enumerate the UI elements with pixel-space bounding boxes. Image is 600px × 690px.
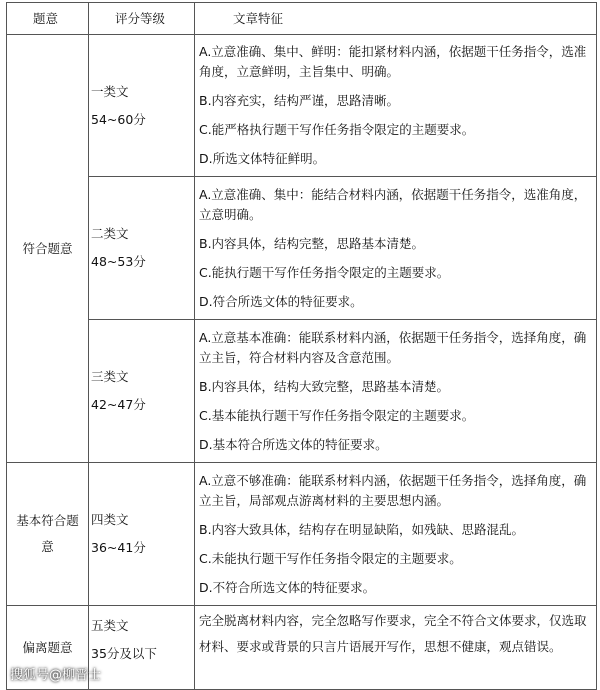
grade-range: 36~41分	[91, 540, 146, 555]
feature-c: C.未能执行题干写作任务指令限定的主题要求。	[199, 550, 462, 566]
header-features: 文章特征	[195, 3, 597, 35]
category-fits-topic: 符合题意	[7, 35, 89, 463]
feature-a: A.立意不够准确：能联系材料内涵，依据题干任务指令，选择角度，确立主旨，局部观点游离材料的主要思想内涵。	[199, 472, 587, 508]
feature-a: A.立意准确、集中：能结合材料内涵，依据题干任务指令，选准角度，立意明确。	[199, 186, 587, 222]
features-cell	[195, 320, 597, 463]
features-cell	[195, 177, 597, 320]
feature-c: C.基本能执行题干写作任务指令限定的主题要求。	[199, 407, 475, 423]
feature-d: D.符合所选文体的特征要求。	[199, 293, 363, 309]
features-cell	[195, 463, 597, 606]
table-row	[7, 177, 597, 320]
table-row	[7, 35, 597, 177]
grading-table	[6, 2, 597, 690]
feature-d: D.基本符合所选文体的特征要求。	[199, 436, 388, 452]
grade-range: 54~60分	[91, 111, 146, 127]
feature-a: A.立意准确、集中、鲜明：能扣紧材料内涵，依据题干任务指令，选准角度，立意鲜明，主旨集中、明确。	[199, 44, 587, 79]
feature-c: C.能严格执行题干写作任务指令限定的主题要求。	[199, 122, 475, 137]
grade-cell	[89, 463, 195, 606]
header-grade: 评分等级	[89, 3, 195, 35]
grade-range: 48~53分	[91, 254, 146, 269]
grade-name: 三类文	[91, 369, 129, 384]
table-row	[7, 320, 597, 463]
category-basically-fits: 基本符合题意	[7, 463, 89, 606]
grade-cell	[89, 177, 195, 320]
feature-b: B.内容充实，结构严谨，思路清晰。	[199, 93, 400, 108]
feature-b: B.内容大致具体，结构存在明显缺陷，如残缺、思路混乱。	[199, 521, 525, 537]
feature-a: A.立意基本准确：能联系材料内涵，依据题干任务指令，选择角度，确立主旨，符合材料内容及含意范围。	[199, 329, 587, 365]
header-row	[7, 3, 597, 35]
grade-range: 35分及以下	[91, 646, 157, 661]
table-row	[7, 463, 597, 606]
category-off-topic: 偏离题意	[7, 606, 89, 690]
grade-name: 四类文	[91, 512, 129, 527]
features-cell	[195, 35, 597, 177]
watermark: 搜狐号@柳晋士	[10, 668, 102, 683]
feature-text: 完全脱离材料内容，完全忽略写作要求，完全不符合文体要求，仅选取材料、要求或背景的只言片语展开写作，思想不健康，观点错误。	[199, 613, 587, 654]
grade-cell	[89, 606, 195, 690]
grade-cell	[89, 320, 195, 463]
grade-cell	[89, 35, 195, 177]
feature-b: B.内容具体，结构大致完整，思路基本清楚。	[199, 378, 450, 394]
features-cell	[195, 606, 597, 690]
grade-name: 一类文	[91, 83, 129, 99]
header-topic: 题意	[7, 3, 89, 35]
feature-d: D.不符合所选文体的特征要求。	[199, 579, 376, 595]
grade-range: 42~47分	[91, 397, 146, 412]
feature-b: B.内容具体，结构完整，思路基本清楚。	[199, 235, 425, 251]
feature-c: C.能执行题干写作任务指令限定的主题要求。	[199, 264, 450, 280]
grade-name: 二类文	[91, 226, 129, 241]
feature-d: D.所选文体特征鲜明。	[199, 151, 326, 166]
grade-name: 五类文	[91, 618, 129, 633]
